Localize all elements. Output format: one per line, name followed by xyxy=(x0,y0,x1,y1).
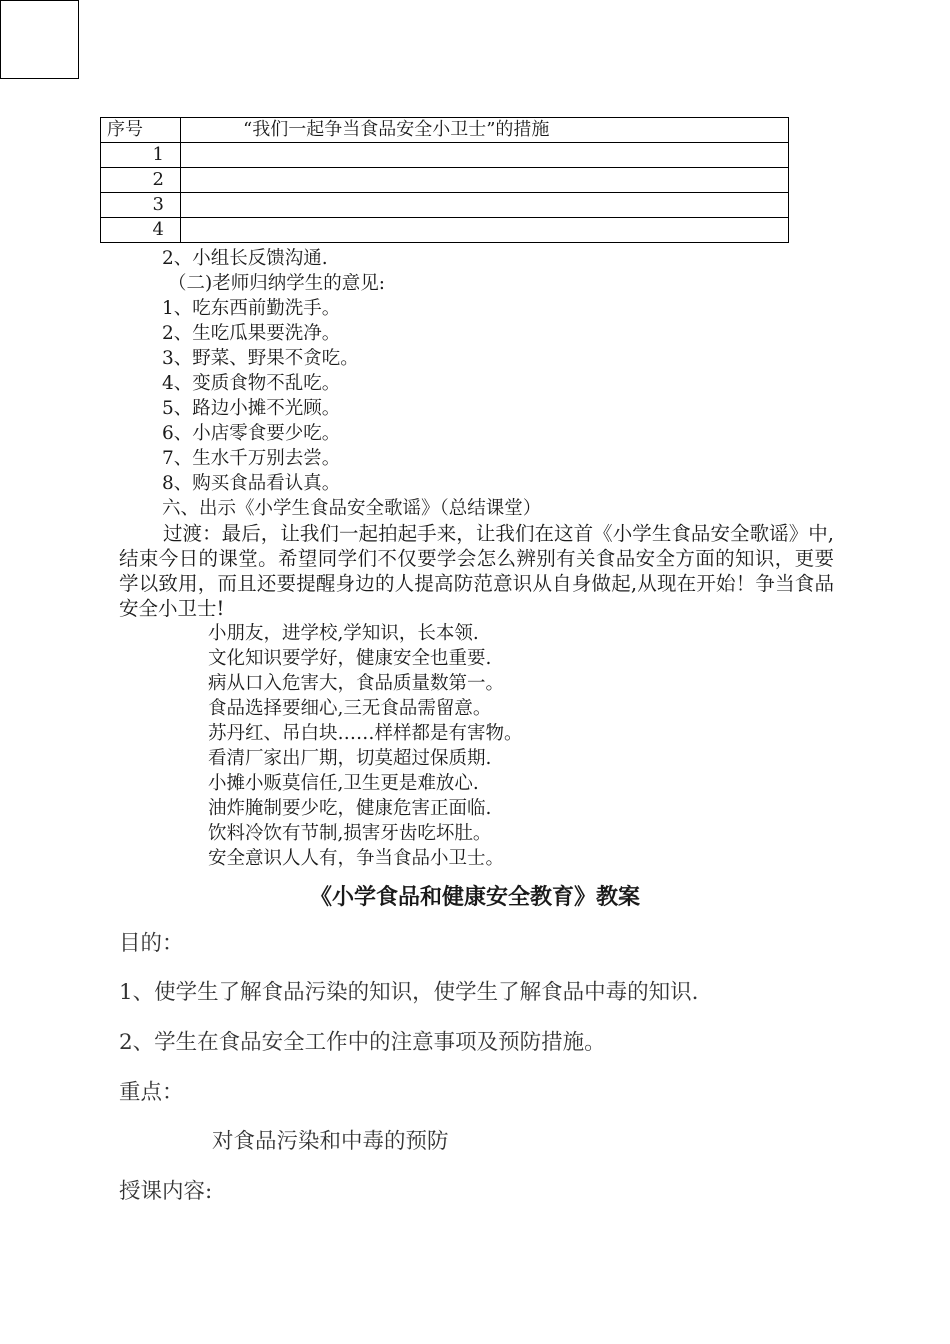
rhyme-line: 安全意识人人有，争当食品小卫士。 xyxy=(208,848,505,869)
opinion-item: 5、路边小摊不光顾。 xyxy=(162,398,341,419)
lesson-title: 《小学食品和健康安全教育》教案 xyxy=(309,885,640,910)
feedback-line: 2、小组长反馈沟通. xyxy=(162,248,328,269)
header-measure: “我们一起争当食品安全小卫士”的措施 xyxy=(181,118,789,143)
content-label: 授课内容: xyxy=(119,1179,213,1204)
table-row xyxy=(101,143,789,168)
opinion-item: 6、小店零食要少吃。 xyxy=(162,423,341,444)
section-six-heading: 六、出示《小学生食品安全歌谣》（总结课堂） xyxy=(162,498,542,519)
opinion-item: 8、购买食品看认真。 xyxy=(162,473,341,494)
transition-paragraph: 过渡：最后，让我们一起拍起手来，让我们在这首《小学生食品安全歌谣》中,结束今日的课堂。希望同学们不仅要学会怎么辨别有关食品安全方面的知识，更要学以致用，而且还要提醒身边的人提高防范意识从自身做起,从现在开始！争当食品安全小卫士! xyxy=(119,522,834,620)
row-number: 4 xyxy=(101,218,181,243)
goal-item: 2、学生在食品安全工作中的注意事项及预防措施。 xyxy=(119,1030,606,1055)
focus-label: 重点： xyxy=(119,1080,184,1105)
row-number: 2 xyxy=(101,168,181,193)
goal-item: 1、使学生了解食品污染的知识，使学生了解食品中毒的知识. xyxy=(119,980,699,1005)
measure-cell xyxy=(181,143,789,168)
measure-cell xyxy=(181,218,789,243)
table-row xyxy=(101,193,789,218)
summary-heading: （二)老师归纳学生的意见: xyxy=(168,273,385,294)
rhyme-line: 文化知识要学好，健康安全也重要. xyxy=(208,648,492,669)
rhyme-line: 饮料冷饮有节制,损害牙齿吃坏肚。 xyxy=(208,823,492,844)
corner-box xyxy=(0,0,79,79)
table-row xyxy=(101,218,789,243)
rhyme-line: 小朋友，进学校,学知识，长本领. xyxy=(208,623,479,644)
header-number: 序号 xyxy=(101,118,181,143)
measure-cell xyxy=(181,193,789,218)
table-header-row xyxy=(101,118,789,143)
measure-cell xyxy=(181,168,789,193)
row-number: 3 xyxy=(101,193,181,218)
rhyme-line: 油炸腌制要少吃，健康危害正面临. xyxy=(208,798,492,819)
table-row xyxy=(101,168,789,193)
opinion-item: 1、吃东西前勤洗手。 xyxy=(162,298,341,319)
opinion-item: 7、生水千万别去尝。 xyxy=(162,448,341,469)
rhyme-line: 小摊小贩莫信任,卫生更是难放心. xyxy=(208,773,479,794)
measures-table xyxy=(100,117,789,243)
rhyme-line: 病从口入危害大，食品质量数第一。 xyxy=(208,673,505,694)
row-number: 1 xyxy=(101,143,181,168)
opinion-item: 2、生吃瓜果要洗净。 xyxy=(162,323,341,344)
rhyme-line: 食品选择要细心,三无食品需留意。 xyxy=(208,698,492,719)
rhyme-line: 看清厂家出厂期，切莫超过保质期. xyxy=(208,748,492,769)
opinion-item: 4、变质食物不乱吃。 xyxy=(162,373,341,394)
goal-label: 目的： xyxy=(119,931,184,956)
focus-text: 对食品污染和中毒的预防 xyxy=(212,1129,449,1154)
opinion-item: 3、野菜、野果不贪吃。 xyxy=(162,348,359,369)
rhyme-line: 苏丹红、吊白块……样样都是有害物。 xyxy=(208,723,523,744)
